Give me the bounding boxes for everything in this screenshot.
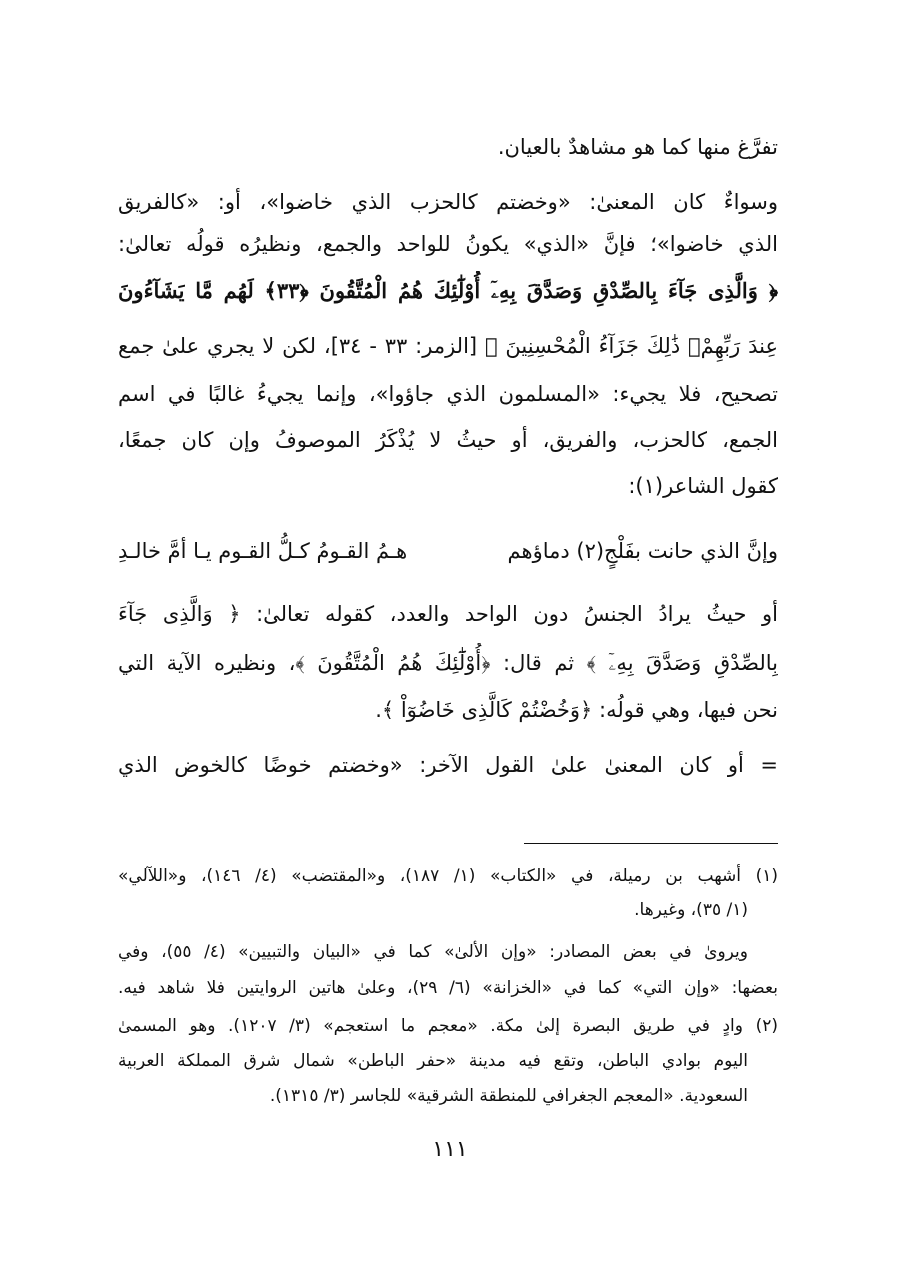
text-line-1: تفرَّغ منها كما هو مشاهدٌ بالعيان. [497,135,778,159]
text-line-3: الذي خاضوا»؛ فإنَّ «الذي» يكونُ للواحد والجمع، ونظيرُه قولُه تعالىٰ: [118,232,778,256]
footnote-line-1: (١) أشهب بن رميلة، في «الكتاب» (١/ ١٨٧)، و«المقتضب» (٤/ ١٤٦)، و«اللآلي» [118,866,778,886]
text-line-6: تصحيح، فلا يجيء: «المسلمون الذي جاؤوا»، وإنما يجيءُ غالبًا في اسم [118,382,778,406]
footnote-separator [524,843,778,844]
text-line-9: أو حيثُ يرادُ الجنسُ دون الواحد والعدد، كقوله تعالىٰ: ﴿ وَالَّذِى جَآءَ [118,602,778,626]
text-line-8: كقول الشاعر(١): [628,474,778,498]
text-line-2: وسواءٌ كان المعنىٰ: «وخضتم كالحزب الذي خاضوا»، أو: «كالفريق [118,190,778,214]
footnote-line-3: ويروىٰ في بعض المصادر: «وإن الألىٰ» كما في «البيان والتبيين» (٤/ ٥٥)، وفي [118,942,748,962]
footnote-line-2: (١/ ٣٥)، وغيرها. [634,900,748,920]
verse-hemistich-2: هـمُ القـومُ كـلُّ القـوم يـا أمَّ خالـدِ [118,539,408,563]
footnote-line-6: اليوم بوادي الباطن، وتقع فيه مدينة «حفر الباطن» شمال شرق المملكة العربية [118,1051,748,1071]
text-line-5: عِندَ رَبِّهِمْۚ ذَٰلِكَ جَزَآءُ الْمُحْسِنِينَ ﴾ [الزمر: ٣٣ - ٣٤]، لكن لا يجري علىٰ جمع [118,334,778,358]
footnote-line-5: (٢) وادٍ في طريق البصرة إلىٰ مكة. «معجم ما استعجم» (٣/ ١٢٠٧). وهو المسمىٰ [118,1016,778,1036]
page-number: ١١١ [432,1137,468,1162]
text-line-10: بِالصِّدْقِ وَصَدَّقَ بِهِۦٓ ﴾ ثم قال: ﴿أُوْلَٰٓئِكَ هُمُ الْمُتَّقُونَ ﴾، ونظيره الآية التي [118,651,778,675]
text-line-7: الجمع، كالحزب، والفريق، أو حيثُ لا يُذْكَرُ الموصوفُ وإن كان جمعًا، [118,428,778,452]
quran-line-1: ﴿ وَالَّذِى جَآءَ بِالصِّدْقِ وَصَدَّقَ بِهِۦٓ أُوْلَٰٓئِكَ هُمُ الْمُتَّقُونَ ﴿٣٣﴾ لَهُم مَّا يَشَآءُونَ [118,278,778,303]
verse-hemistich-1: وإنَّ الذي حانت بفَلْجٍ(٢) دماؤهم [507,539,778,563]
text-line-11: نحن فيها، وهي قولُه: ﴿وَخُضْتُمْ كَالَّذِى خَاضُوٓاْ ﴾. [375,698,778,722]
footnote-line-7: السعودية. «المعجم الجغرافي للمنطقة الشرقية» للجاسر (٣/ ١٣١٥). [269,1086,748,1106]
text-line-12: = أو كان المعنىٰ علىٰ القول الآخر: «وخضتم خوضًا كالخوض الذي [118,753,778,777]
footnote-line-4: بعضها: «وإن التي» كما في «الخزانة» (٦/ ٢٩)، وعلىٰ هاتين الروايتين فلا شاهد فيه. [118,978,778,998]
